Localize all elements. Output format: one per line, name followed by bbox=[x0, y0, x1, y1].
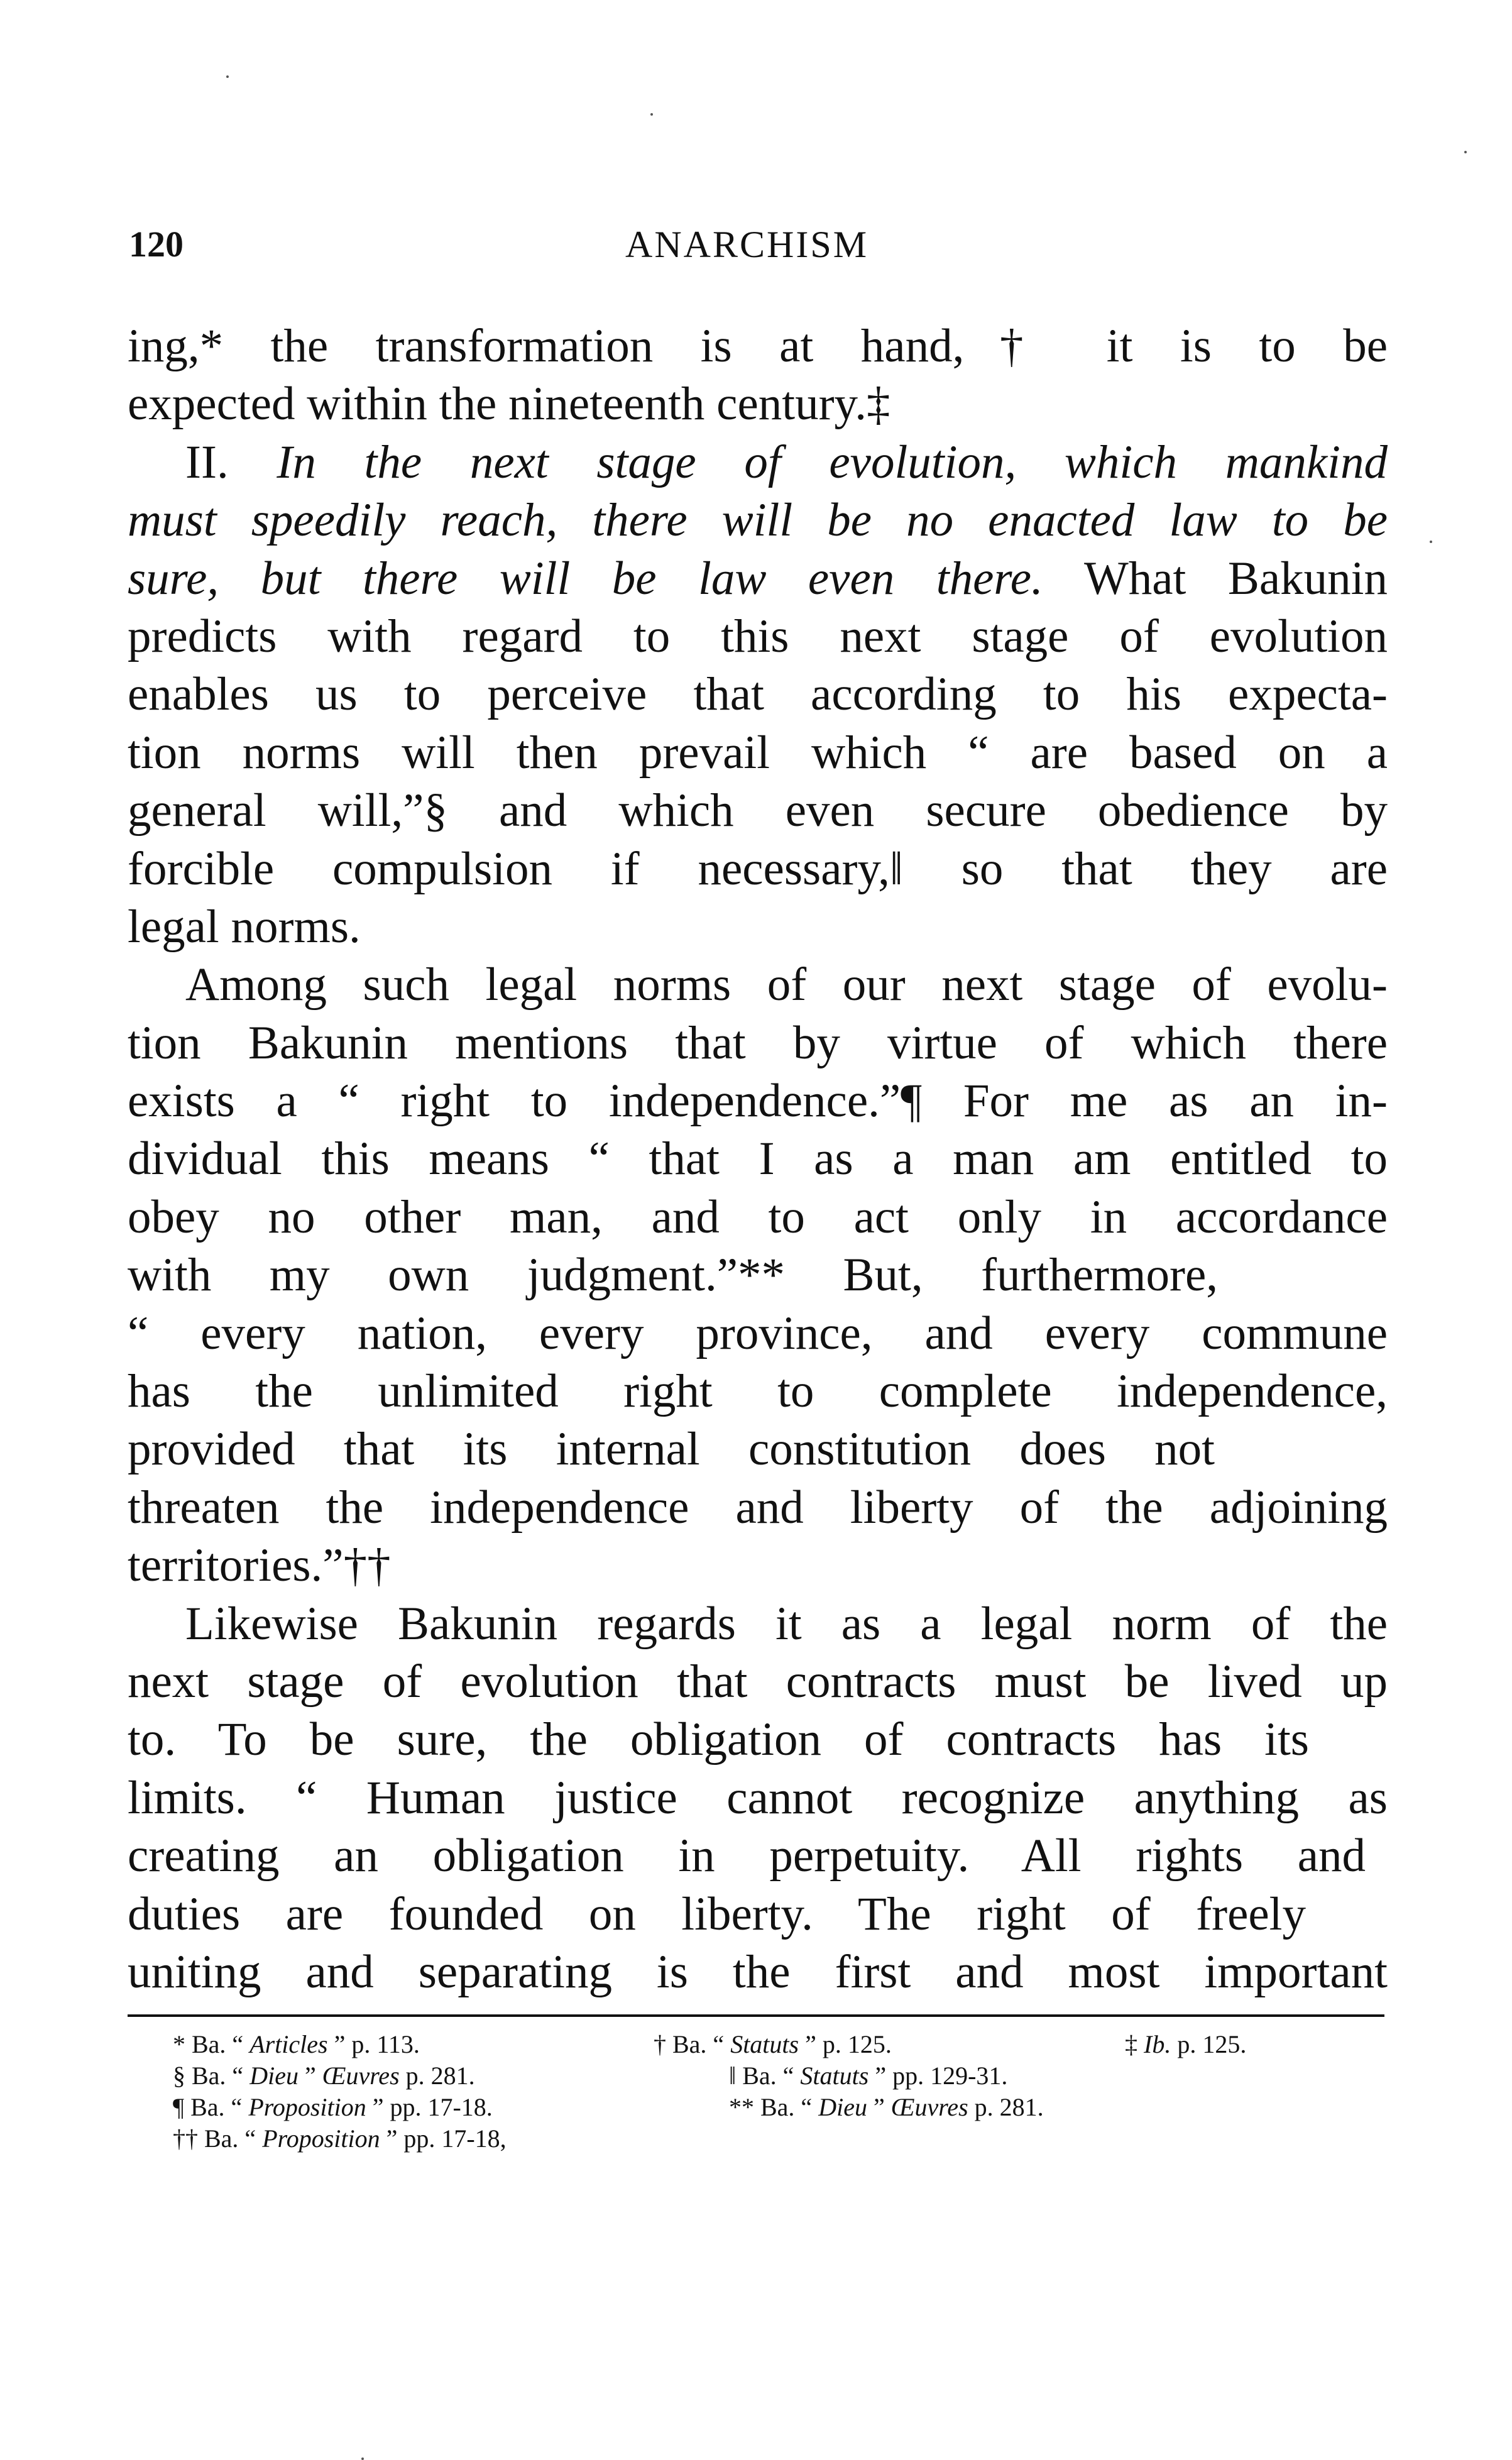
text-line: limits. “ Human justice cannot recognize anything as bbox=[128, 1771, 1388, 1824]
footnote: ¶ Ba. “ Proposition ” pp. 17-18. bbox=[173, 2093, 493, 2121]
italic-text: In the next stage of evolution, which mankind bbox=[277, 436, 1388, 488]
italic-text: sure, but there will be law even there. bbox=[128, 552, 1043, 605]
body-text bbox=[128, 317, 1388, 2001]
text-line bbox=[128, 491, 1388, 549]
text-line: dividual this means “ that I as a man am entitled to bbox=[128, 1133, 1388, 1185]
text-line bbox=[128, 434, 1388, 491]
footnote: ** Ba. “ Dieu ” Œuvres p. 281. bbox=[729, 2093, 1044, 2121]
text-line: tion norms will then prevail which “ are based on a bbox=[128, 726, 1388, 779]
text-line: general will,”§ and which even secure obedience by bbox=[128, 784, 1388, 837]
text-line: threaten the independence and liberty of the adjoining bbox=[128, 1481, 1388, 1534]
text-line: predicts with regard to this next stage of evolution bbox=[128, 610, 1388, 662]
italic-text: must speedily reach, there will be no enacted law to be bbox=[128, 494, 1388, 547]
footnote: * Ba. “ Articles ” p. 113. bbox=[173, 2030, 420, 2058]
scan-speck bbox=[1430, 541, 1432, 543]
text-line bbox=[128, 550, 1388, 608]
text-line: ing,* the transformation is at hand,† it is to be bbox=[128, 320, 1388, 372]
scan-speck bbox=[226, 75, 229, 78]
text-line: next stage of evolution that contracts must be lived up bbox=[128, 1655, 1388, 1708]
text-line: enables us to perceive that according to his expecta- bbox=[128, 668, 1388, 721]
text-line: forcible compulsion if necessary,‖ so that they are bbox=[128, 842, 1388, 895]
running-head: ANARCHISM bbox=[625, 224, 869, 265]
text-line: obey no other man, and to act only in accordance bbox=[128, 1190, 1388, 1243]
footnote: †† Ba. “ Proposition ” pp. 17-18, bbox=[173, 2124, 507, 2153]
footnote: § Ba. “ Dieu ” Œuvres p. 281. bbox=[173, 2062, 475, 2090]
text-line: Among such legal norms of our next stage of evolu- bbox=[185, 958, 1388, 1011]
text-line: territories.”†† bbox=[128, 1539, 391, 1592]
footnote-rule bbox=[128, 2014, 1384, 2017]
footnote: ‡ Ib. p. 125. bbox=[1125, 2030, 1247, 2058]
footnote: † Ba. “ Statuts ” p. 125. bbox=[654, 2030, 892, 2058]
text-line: exists a “ right to independence.”¶ For me as an in- bbox=[128, 1075, 1388, 1128]
text-line: Likewise Bakunin regards it as a legal norm of the bbox=[185, 1597, 1388, 1650]
footnote: ‖ Ba. “ Statuts ” pp. 129-31. bbox=[729, 2062, 1008, 2090]
text-line: provided that its internal constitution does not bbox=[128, 1423, 1215, 1476]
page-number: 120 bbox=[129, 224, 184, 265]
text-line: uniting and separating is the first and most important bbox=[128, 1945, 1388, 1998]
text-line: duties are founded on liberty. The right of freely bbox=[128, 1887, 1306, 1940]
text-line: tion Bakunin mentions that by virtue of which there bbox=[128, 1016, 1388, 1069]
section-numeral: II. bbox=[185, 436, 277, 488]
text-line: with my own judgment.”** But, furthermore, bbox=[128, 1249, 1218, 1302]
text-line: creating an obligation in perpetuity. All rights and bbox=[128, 1830, 1366, 1882]
text-line: “ every nation, every province, and every commune bbox=[128, 1307, 1388, 1359]
text-line: legal norms. bbox=[128, 900, 361, 953]
scan-speck bbox=[361, 2457, 364, 2460]
scan-speck bbox=[1464, 151, 1467, 153]
text-line: expected within the nineteenth century.‡ bbox=[128, 378, 890, 431]
text-line: to. To be sure, the obligation of contracts has its bbox=[128, 1713, 1309, 1766]
roman-text: What Bakunin bbox=[1043, 552, 1388, 605]
page-header bbox=[129, 223, 1383, 280]
scan-speck bbox=[650, 113, 653, 116]
text-line: has the unlimited right to complete independence, bbox=[128, 1365, 1388, 1418]
